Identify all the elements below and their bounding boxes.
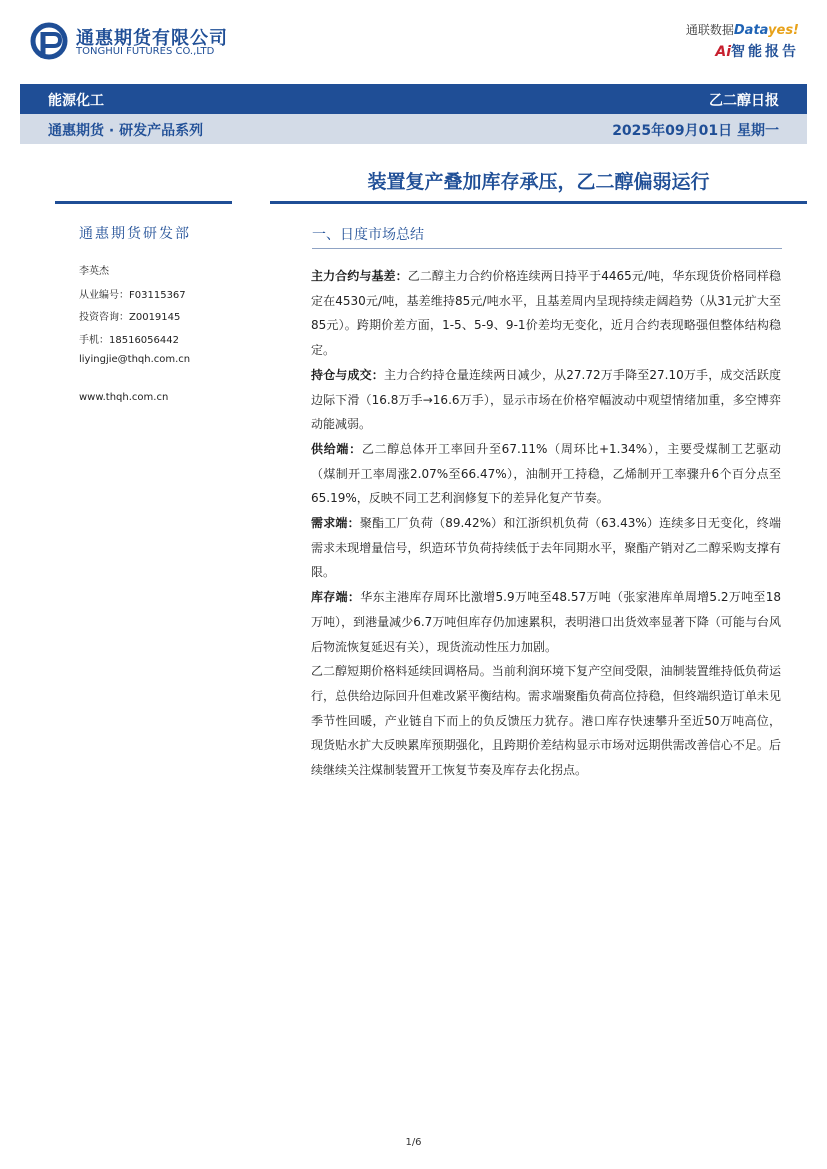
brand-ai: Ai <box>715 44 731 60</box>
brand-data: Data <box>733 23 769 38</box>
paragraph-label: 主力合约与基差： <box>311 269 408 283</box>
brand-prefix: 通联数据 <box>685 23 734 37</box>
brand-yes: yes! <box>768 23 799 38</box>
paragraph-text: 华东主港库存周环比激增5.9万吨至48.57万吨（张家港库单周增5.2万吨至18万吨），到港量减少6.7万吨但库存仍加速累积，表明港口出货效率显著下降（可能与台风后物流恢复延迟有关），现货流动性压力加剧。 <box>311 590 781 654</box>
page-number: 1/6 <box>405 1137 422 1148</box>
sector-label: 能源化工 <box>48 93 104 109</box>
paragraph-label: 持仓与成交： <box>311 367 384 382</box>
paragraph-label: 库存端： <box>311 590 361 605</box>
ai-report-brand <box>715 41 799 61</box>
report-title: 装置复产叠加库存承压，乙二醇偏弱运行 <box>367 171 710 193</box>
advisory-id: 投资咨询：Z0019145 <box>79 312 181 323</box>
report-date <box>612 120 779 140</box>
divider <box>270 201 807 204</box>
paragraph-supply <box>311 437 781 511</box>
datayes-brand <box>686 21 799 38</box>
report-type: 乙二醇日报 <box>709 93 779 109</box>
paragraph-inventory <box>311 585 781 659</box>
paragraph-label: 需求端： <box>311 516 360 531</box>
paragraph-demand <box>311 511 781 585</box>
series-banner <box>20 114 807 144</box>
paragraph-text: 乙二醇总体开工率回升至67.11%（周环比+1.34%），主要受煤制工艺驱动（煤制开工率周涨2.07%至66.47%），油制开工持稳，乙烯制开工率骤升6个百分点至65.19%，反映不同工艺利润修复下的差异化复产节奏。 <box>311 441 781 506</box>
practitioner-id: 从业编号：F03115367 <box>79 290 186 301</box>
section-divider <box>312 248 782 249</box>
paragraph-outlook <box>311 659 781 783</box>
email-link[interactable]: liyingjie@thqh.com.cn <box>79 354 191 365</box>
date-text: 2025年09月01日 <box>612 123 733 139</box>
paragraph-text: 主力合约持仓量连续两日减少，从27.72万手降至27.10万手，成交活跃度边际下滑（16.8万手→16.6万手），显示市场在价格窄幅波动中观望情绪加重，多空博弈动能减弱。 <box>311 367 781 432</box>
paragraph-positions <box>311 363 781 437</box>
section-title: 一、日度市场总结 <box>312 227 424 243</box>
author-name: 李英杰 <box>79 266 109 277</box>
company-logo-icon <box>30 22 70 60</box>
website-link[interactable]: www.thqh.com.cn <box>79 392 169 403</box>
research-dept: 通惠期货研发部 <box>79 226 191 242</box>
paragraph-text: 乙二醇主力合约价格连续两日持平于4465元/吨，华东现货价格同样稳定在4530元/吨，基差维持85元/吨水平，且基差周内呈现持续走阔趋势（从31元扩大至85元）。跨期价差方面，1-5、5-9、9-1价差均无变化，近月合约表现略强但整体结构稳定。 <box>311 269 781 358</box>
report-banner <box>20 84 807 114</box>
divider <box>55 201 232 204</box>
summary-body <box>311 264 781 783</box>
paragraph-label: 供给端： <box>311 441 362 456</box>
weekday-text: 星期一 <box>737 123 779 139</box>
company-name-en: TONGHUI FUTURES CO.,LTD <box>76 46 215 57</box>
paragraph-text: 聚酯工厂负荷（89.42%）和江浙织机负荷（63.43%）连续多日无变化，终端需求未现增量信号，织造环节负荷持续低于去年同期水平，聚酯产销对乙二醇采购支撑有限。 <box>311 516 781 580</box>
paragraph-basis <box>311 264 781 363</box>
company-name-cn: 通惠期货有限公司 <box>76 28 228 49</box>
brand-report: 智能报告 <box>731 44 799 60</box>
phone: 手机：18516056442 <box>79 335 179 346</box>
paragraph-text: 乙二醇短期价格料延续回调格局。当前利润环境下复产空间受限，油制装置维持低负荷运行，总供给边际回升但难改紧平衡结构。需求端聚酯负荷高位持稳，但终端织造订单未见季节性回暖，产业链自下而上的负反馈压力犹存。港口库存快速攀升至近50万吨高位，现货贴水扩大反映累库预期强化，且跨期价差结构显示市场对远期供需改善信心不足。后续继续关注煤制装置开工恢复节奏及库存去化拐点。 <box>311 664 781 778</box>
series-label: 通惠期货 · 研发产品系列 <box>48 123 204 139</box>
